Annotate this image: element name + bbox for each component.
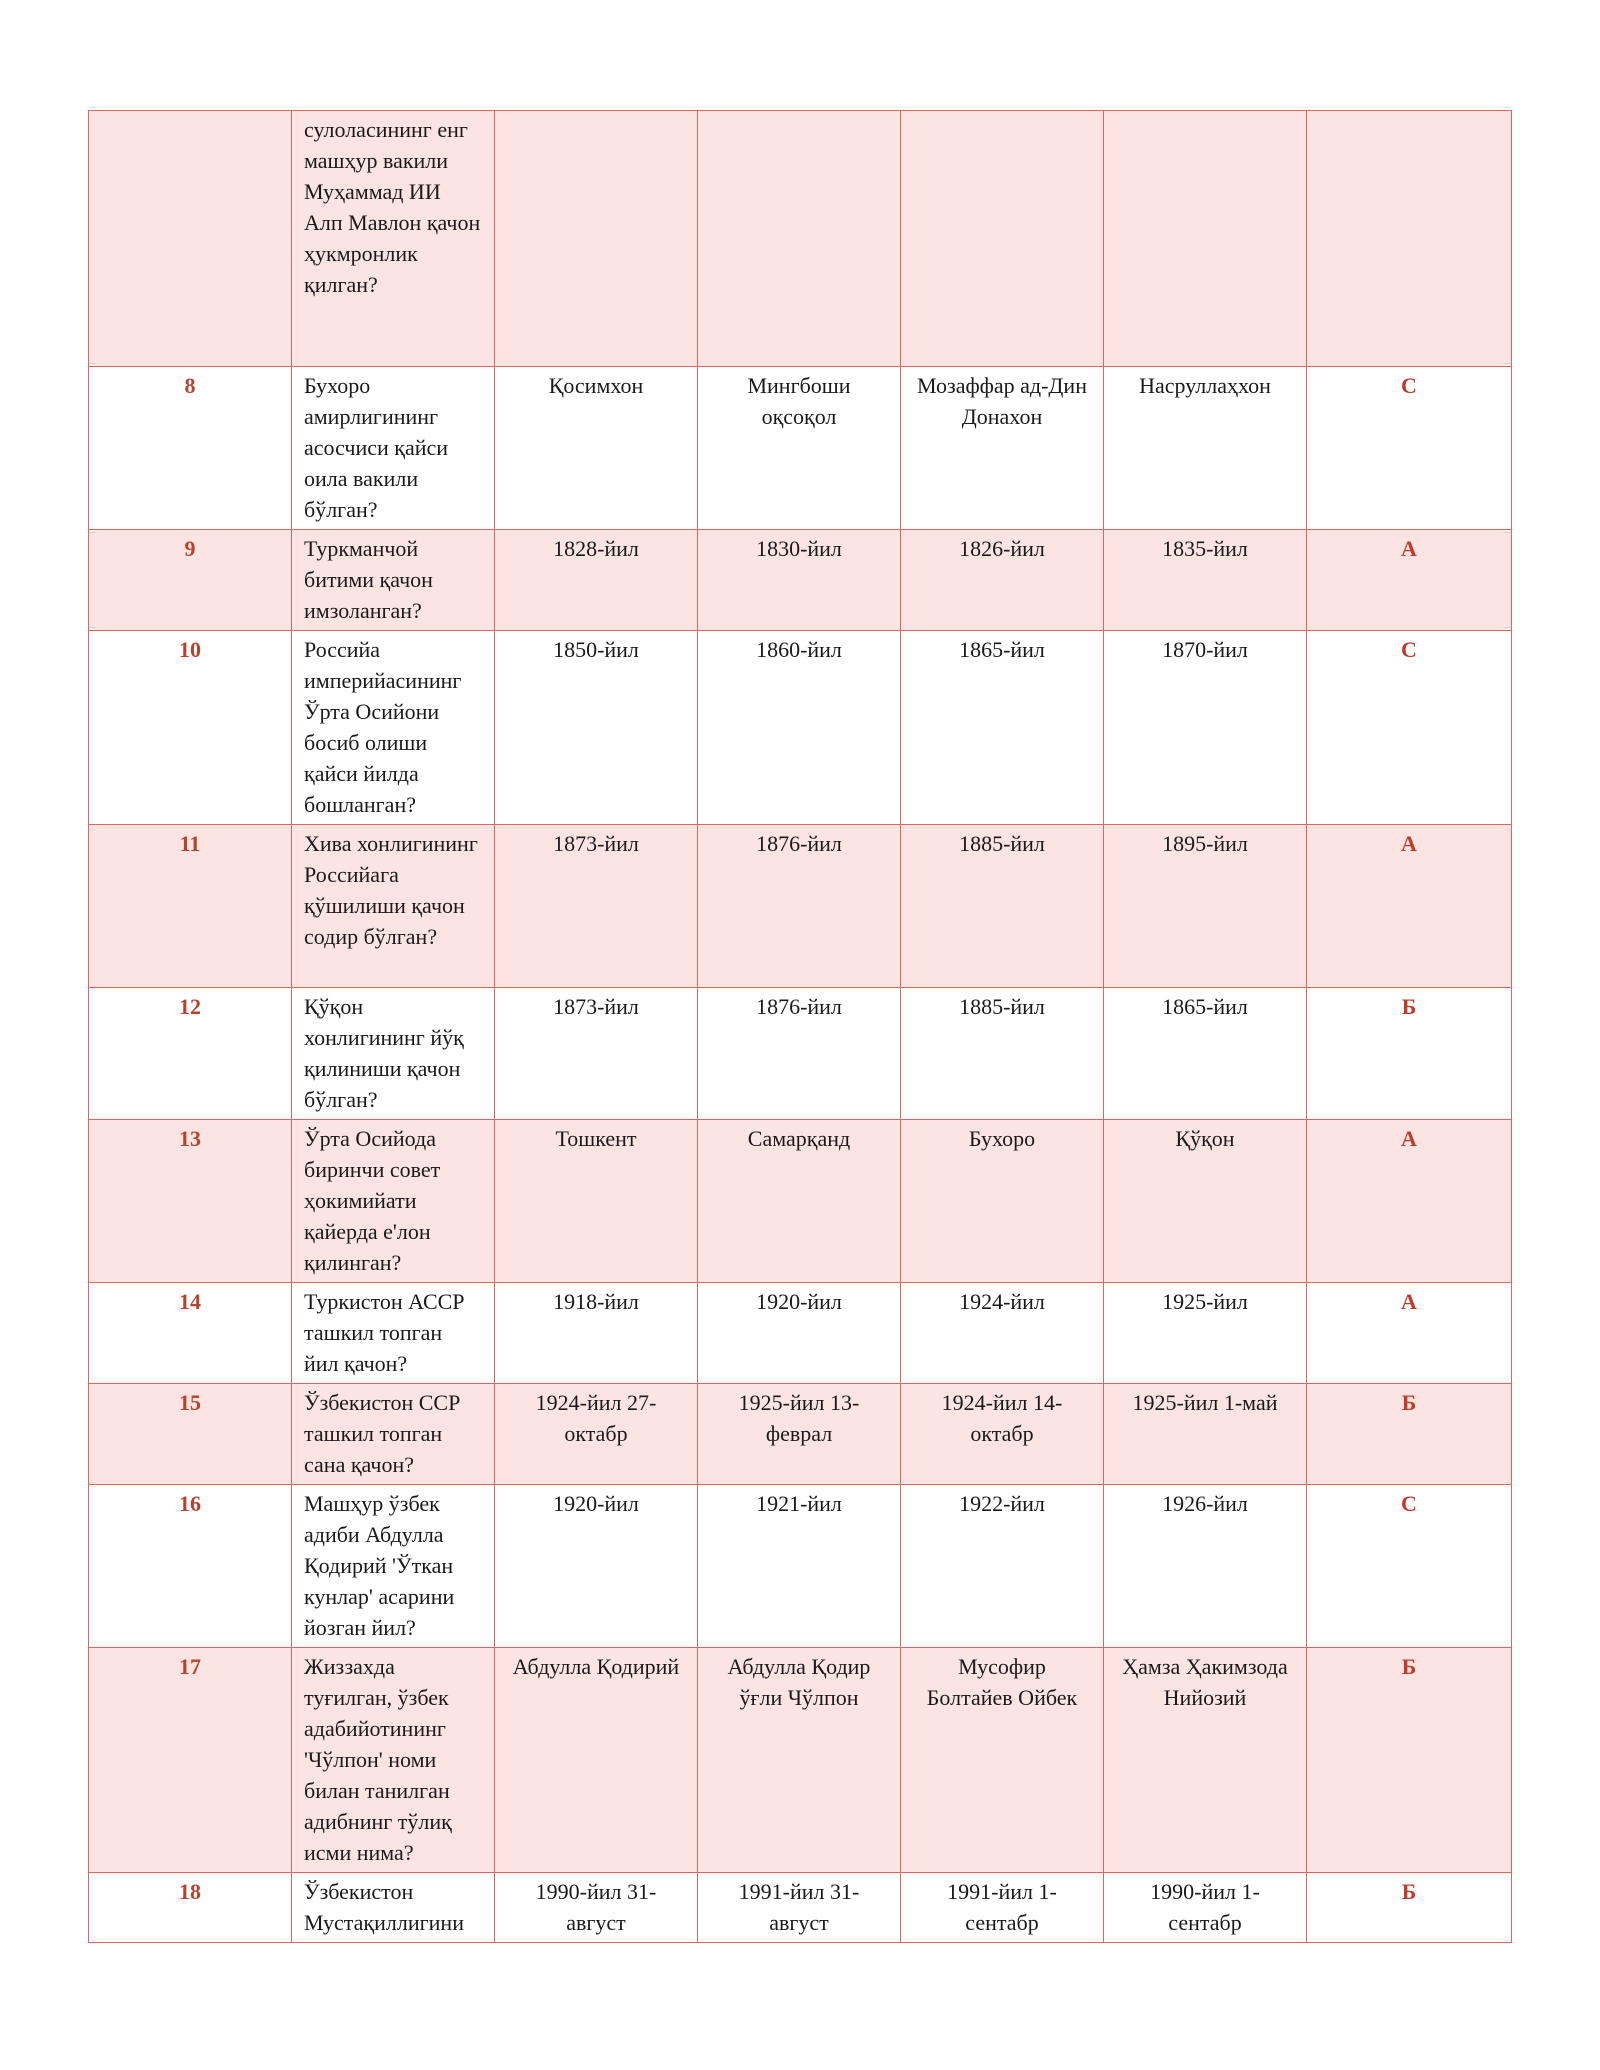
question-number: 12 — [89, 988, 292, 1120]
option-c: Мозаффар ад-Дин Донахон — [901, 367, 1104, 530]
option-c: 1885-йил — [901, 825, 1104, 988]
question-text: Хива хонлигининг Российага қўшилиши қачон содир бўлган? — [292, 825, 495, 988]
question-number: 8 — [89, 367, 292, 530]
option-b: 1876-йил — [698, 825, 901, 988]
option-a: 1918-йил — [495, 1283, 698, 1384]
option-d: Қўқон — [1104, 1120, 1307, 1283]
correct-answer: А — [1307, 1120, 1512, 1283]
question-text: Туркистон АССР ташкил топган йил қачон? — [292, 1283, 495, 1384]
table-row — [89, 1873, 1512, 1943]
option-c: 1885-йил — [901, 988, 1104, 1120]
table-row — [89, 988, 1512, 1120]
option-a: 1850-йил — [495, 631, 698, 825]
option-c — [901, 111, 1104, 367]
table-row — [89, 825, 1512, 988]
correct-answer: А — [1307, 1283, 1512, 1384]
question-text: Бухоро амирлигининг асосчиси қайси оила вакили бўлган? — [292, 367, 495, 530]
option-a: 1873-йил — [495, 988, 698, 1120]
question-text: Қўқон хонлигининг йўқ қилиниши қачон бўлган? — [292, 988, 495, 1120]
question-text: Ўрта Осийода биринчи совет ҳокимийати қайерда е'лон қилинган? — [292, 1120, 495, 1283]
option-c: 1922-йил — [901, 1485, 1104, 1648]
option-d: 1925-йил — [1104, 1283, 1307, 1384]
table-row — [89, 111, 1512, 367]
option-a: Абдулла Қодирий — [495, 1648, 698, 1873]
correct-answer: С — [1307, 631, 1512, 825]
option-c: Мусофир Болтайев Ойбек — [901, 1648, 1104, 1873]
option-a: 1990-йил 31-август — [495, 1873, 698, 1943]
option-c: 1865-йил — [901, 631, 1104, 825]
table-row — [89, 530, 1512, 631]
option-b: Самарқанд — [698, 1120, 901, 1283]
option-d: 1926-йил — [1104, 1485, 1307, 1648]
question-number: 13 — [89, 1120, 292, 1283]
option-c: 1991-йил 1-сентабр — [901, 1873, 1104, 1943]
option-c: Бухоро — [901, 1120, 1104, 1283]
question-text: Ўзбекистон Мустақиллигини — [292, 1873, 495, 1943]
table-row — [89, 631, 1512, 825]
question-text: Ўзбекистон ССР ташкил топган сана қачон? — [292, 1384, 495, 1485]
option-d: Ҳамза Ҳакимзода Нийозий — [1104, 1648, 1307, 1873]
option-a — [495, 111, 698, 367]
option-a: Қосимхон — [495, 367, 698, 530]
option-d: 1865-йил — [1104, 988, 1307, 1120]
option-a: 1924-йил 27-октабр — [495, 1384, 698, 1485]
option-d: Насруллаҳхон — [1104, 367, 1307, 530]
question-number: 15 — [89, 1384, 292, 1485]
question-text: сулоласининг енг машҳур вакили Муҳаммад ИИ Алп Мавлон қачон ҳукмронлик қилган? — [292, 111, 495, 367]
option-c: 1924-йил 14-октабр — [901, 1384, 1104, 1485]
correct-answer: Б — [1307, 988, 1512, 1120]
question-number: 10 — [89, 631, 292, 825]
option-b: 1876-йил — [698, 988, 901, 1120]
option-d: 1990-йил 1-сентабр — [1104, 1873, 1307, 1943]
option-b — [698, 111, 901, 367]
option-b: 1830-йил — [698, 530, 901, 631]
question-number: 11 — [89, 825, 292, 988]
question-number: 18 — [89, 1873, 292, 1943]
question-number — [89, 111, 292, 367]
option-b: 1921-йил — [698, 1485, 901, 1648]
table-row — [89, 1485, 1512, 1648]
correct-answer: Б — [1307, 1873, 1512, 1943]
option-c: 1826-йил — [901, 530, 1104, 631]
option-b: 1991-йил 31-август — [698, 1873, 901, 1943]
correct-answer: Б — [1307, 1384, 1512, 1485]
table-row — [89, 1120, 1512, 1283]
option-b: 1925-йил 13-феврал — [698, 1384, 901, 1485]
table-row — [89, 367, 1512, 530]
option-a: Тошкент — [495, 1120, 698, 1283]
question-text: Жиззахда туғилган, ўзбек адабийотининг 'Чўлпон' номи билан танилган адибнинг тўлиқ исми нима? — [292, 1648, 495, 1873]
question-number: 16 — [89, 1485, 292, 1648]
option-b: Мингбоши оқсоқол — [698, 367, 901, 530]
correct-answer — [1307, 111, 1512, 367]
question-text: Туркманчой битими қачон имзоланган? — [292, 530, 495, 631]
option-d: 1835-йил — [1104, 530, 1307, 631]
question-number: 9 — [89, 530, 292, 631]
question-text: Российа империйасининг Ўрта Осийони босиб олиши қайси йилда бошланган? — [292, 631, 495, 825]
correct-answer: А — [1307, 530, 1512, 631]
option-d: 1925-йил 1-май — [1104, 1384, 1307, 1485]
correct-answer: Б — [1307, 1648, 1512, 1873]
option-a: 1920-йил — [495, 1485, 698, 1648]
document-page — [88, 110, 1511, 1943]
correct-answer: С — [1307, 367, 1512, 530]
table-row — [89, 1283, 1512, 1384]
option-a: 1873-йил — [495, 825, 698, 988]
question-number: 17 — [89, 1648, 292, 1873]
table-row — [89, 1384, 1512, 1485]
question-number: 14 — [89, 1283, 292, 1384]
question-text: Машҳур ўзбек адиби Абдулла Қодирий 'Ўткан кунлар' асарини йозган йил? — [292, 1485, 495, 1648]
table-row — [89, 1648, 1512, 1873]
option-b: Абдулла Қодир ўғли Чўлпон — [698, 1648, 901, 1873]
option-b: 1920-йил — [698, 1283, 901, 1384]
option-d: 1870-йил — [1104, 631, 1307, 825]
correct-answer: С — [1307, 1485, 1512, 1648]
option-b: 1860-йил — [698, 631, 901, 825]
option-c: 1924-йил — [901, 1283, 1104, 1384]
option-a: 1828-йил — [495, 530, 698, 631]
quiz-table — [88, 110, 1512, 1943]
option-d: 1895-йил — [1104, 825, 1307, 988]
option-d — [1104, 111, 1307, 367]
correct-answer: А — [1307, 825, 1512, 988]
